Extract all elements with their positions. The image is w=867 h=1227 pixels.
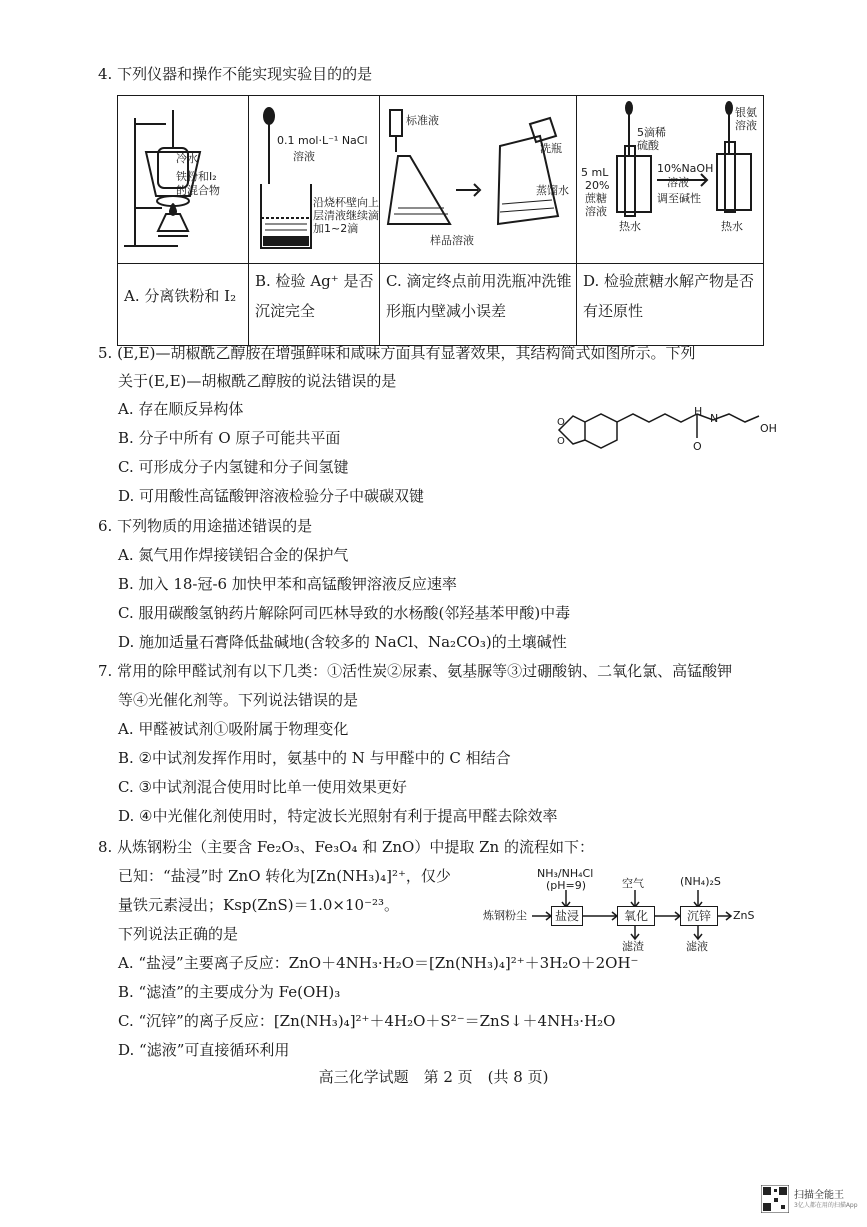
- q8-known-line1: 已知：“盐浸”时 ZnO 转化为[Zn(NH₃)₄]²⁺，仅少: [118, 867, 451, 885]
- scanner-brand: 扫描全能王: [794, 1190, 844, 1201]
- panel-c-figure: [380, 96, 577, 264]
- label-hot-water-2: 热水: [721, 220, 743, 233]
- q4-option-a: A. 分离铁粉和 I₂: [118, 264, 249, 346]
- flow-reagent-nh4s: (NH₄)₂S: [680, 875, 721, 888]
- label-dilute-acid: 5滴稀: [637, 126, 666, 139]
- q7-option-c: C. ③中试剂混合使用时比单一使用效果更好: [118, 778, 407, 796]
- q4-stem: 4. 下列仪器和操作不能实现实验目的的是: [98, 65, 373, 83]
- q8-ask: 下列说法正确的是: [118, 925, 239, 943]
- q6-option-a: A. 氮气用作焊接镁铝合金的保护气: [118, 546, 349, 564]
- label-wash-bottle: 洗瓶: [540, 142, 562, 155]
- label-nacl-solution: 0.1 mol·L⁻¹ NaCl: [277, 134, 368, 147]
- panel-a-figure: [118, 96, 249, 264]
- q5-option-a: A. 存在顺反异构体: [118, 400, 244, 418]
- q5-hydrogen: H: [694, 405, 703, 418]
- label-5ml: 5 mL: [581, 166, 609, 179]
- q5-structure-figure: [545, 402, 770, 472]
- flow-output-filtrate: 滤液: [686, 940, 708, 953]
- q5-option-c: C. 可形成分子内氢键和分子间氢键: [118, 458, 349, 476]
- label-sucrose-solution: 溶液: [585, 205, 607, 218]
- page-footer: 高三化学试题 第 2 页 (共 8 页): [318, 1068, 549, 1086]
- q6-option-d: D. 施加适量石膏降低盐碱地(含较多的 NaCl、Na₂CO₃)的土壤碱性: [118, 633, 567, 651]
- label-naoh-solution: 溶液: [667, 176, 689, 189]
- flow-reagent-ph: (pH=9): [546, 879, 587, 892]
- flow-step-zinc-precipitation: 沉锌: [680, 906, 718, 926]
- label-adjust-alkaline: 调至碱性: [657, 192, 701, 205]
- label-supernatant: 层清液继续滴: [313, 209, 379, 222]
- q4-option-d: D. 检验蔗糖水解产物是否有还原性: [577, 264, 764, 346]
- flow-step-salt-leach: 盐浸: [551, 906, 583, 926]
- q8-option-c: C. “沉锌”的离子反应：[Zn(NH₃)₄]²⁺＋4H₂O＋S²⁻＝ZnS↓＋4NH₃·H₂O: [118, 1012, 616, 1030]
- q6-option-c: C. 服用碳酸氢钠药片解除阿司匹林导致的水杨酸(邻羟基苯甲酸)中毒: [118, 604, 571, 622]
- q8-known-line2: 量铁元素浸出；Ksp(ZnS)＝1.0×10⁻²³。: [118, 896, 400, 914]
- q6-option-b: B. 加入 18-冠-6 加快甲苯和高锰酸钾溶液反应速率: [118, 575, 457, 593]
- q4-option-c: C. 滴定终点前用洗瓶冲洗锥形瓶内壁减小误差: [380, 264, 577, 346]
- q8-stem: 8. 从炼钢粉尘（主要含 Fe₂O₃、Fe₃O₄ 和 ZnO）中提取 Zn 的流程如下：: [98, 838, 594, 856]
- label-sucrose: 蔗糖: [585, 192, 607, 205]
- q4-table: [117, 95, 764, 346]
- label-sulfuric-acid: 硫酸: [637, 139, 659, 152]
- q8-option-b: B. “滤渣”的主要成分为 Fe(OH)₃: [118, 983, 341, 1001]
- flow-reagent-air: 空气: [622, 877, 644, 890]
- label-cold-water: 冷水: [176, 152, 198, 165]
- qr-code-icon: [761, 1185, 789, 1213]
- q5-hydroxyl: OH: [760, 422, 777, 435]
- flow-reagent-nh3: NH₃/NH₄Cl: [537, 867, 594, 880]
- flow-output-residue: 滤渣: [622, 940, 644, 953]
- label-20pct: 20%: [585, 179, 610, 192]
- q5-carbonyl-oxygen: O: [693, 440, 702, 453]
- q6-stem: 6. 下列物质的用途描述错误的是: [98, 517, 313, 535]
- label-distilled-water: 蒸馏水: [536, 184, 569, 197]
- q8-option-d: D. “滤液”可直接循环利用: [118, 1041, 290, 1059]
- label-add-drops: 加1~2滴: [313, 222, 359, 235]
- q5-stem-line1: 5. (E,E)—胡椒酰乙醇胺在增强鲜味和咸味方面具有显著效果，其结构简式如图所示。下列: [98, 344, 696, 362]
- flow-step-oxidation: 氧化: [617, 906, 655, 926]
- q5-nitrogen: N: [710, 412, 719, 425]
- q5-oxygen-2: O: [557, 436, 565, 447]
- label-naoh: 10%NaOH: [657, 162, 714, 175]
- flow-end: ZnS: [733, 909, 755, 922]
- label-sample-solution: 样品溶液: [430, 234, 474, 247]
- q7-option-a: A. 甲醛被试剂①吸附属于物理变化: [118, 720, 349, 738]
- q5-option-b: B. 分子中所有 O 原子可能共平面: [118, 429, 341, 447]
- label-hot-water-1: 热水: [619, 220, 641, 233]
- q5-stem-line2: 关于(E,E)—胡椒酰乙醇胺的说法错误的是: [118, 372, 397, 390]
- label-silver-ammonia: 银氨: [735, 106, 757, 119]
- q5-option-d: D. 可用酸性高锰酸钾溶液检验分子中碳碳双键: [118, 487, 425, 505]
- q4-option-b: B. 检验 Ag⁺ 是否沉淀完全: [249, 264, 380, 346]
- panel-d-figure: [577, 96, 764, 264]
- label-along-wall: 沿烧杯壁向上: [313, 196, 379, 209]
- q7-stem-line1: 7. 常用的除甲醛试剂有以下几类：①活性炭②尿素、氨基脲等③过硼酸钠、二氧化氯、高锰酸钾: [98, 662, 733, 680]
- label-standard-solution: 标准液: [406, 114, 439, 127]
- label-solution: 溶液: [293, 150, 315, 163]
- q8-option-a: A. “盐浸”主要离子反应：ZnO＋4NH₃·H₂O＝[Zn(NH₃)₄]²⁺＋3H₂O＋2OH⁻: [118, 954, 639, 972]
- scanner-brand-sub: 3亿人都在用的扫描App: [794, 1202, 858, 1209]
- q7-stem-line2: 等④光催化剂等。下列说法错误的是: [118, 691, 359, 709]
- q7-option-b: B. ②中试剂发挥作用时，氨基中的 N 与甲醛中的 C 相结合: [118, 749, 511, 767]
- flow-start: 炼钢粉尘: [483, 909, 527, 922]
- q5-oxygen-1: O: [557, 417, 565, 428]
- label-iron-iodine: 铁粉和I₂: [176, 170, 217, 183]
- q7-option-d: D. ④中光催化剂使用时，特定波长光照射有利于提高甲醛去除效率: [118, 807, 558, 825]
- panel-b-figure: [249, 96, 380, 264]
- label-mixture: 的混合物: [176, 184, 220, 197]
- label-silver-ammonia-solution: 溶液: [735, 119, 757, 132]
